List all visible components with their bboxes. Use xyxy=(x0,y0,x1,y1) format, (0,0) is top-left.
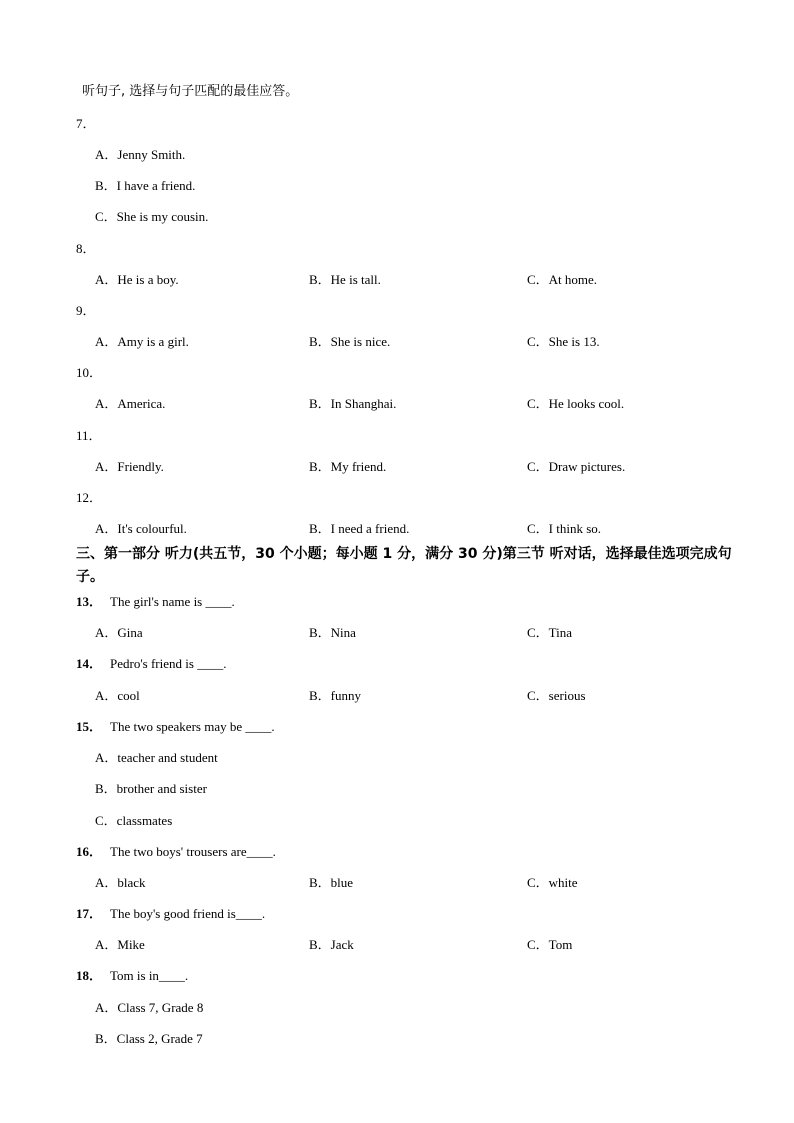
option-a[interactable]: A．Friendly. xyxy=(95,459,164,474)
option-b[interactable]: B．Jack xyxy=(309,937,354,952)
option-c[interactable]: C．I think so. xyxy=(527,521,602,536)
option-c[interactable]: C．He looks cool. xyxy=(527,396,625,411)
option-a[interactable]: A．Gina xyxy=(95,625,143,640)
question-text: The two speakers may be ____. xyxy=(110,719,275,734)
question xyxy=(76,968,188,984)
option-c[interactable]: C．She is 13. xyxy=(527,334,600,349)
question-number: 12． xyxy=(76,490,103,505)
option-a[interactable]: A．teacher and student xyxy=(95,750,218,765)
option-c[interactable]: C．serious xyxy=(527,688,586,703)
option-a[interactable]: A．Jenny Smith. xyxy=(95,147,186,162)
question-number: 18． xyxy=(76,968,103,983)
option-c[interactable]: C．Tom xyxy=(527,937,573,952)
option-a[interactable]: A．America. xyxy=(95,396,166,411)
question xyxy=(76,719,275,735)
option-c[interactable]: C．classmates xyxy=(95,813,173,828)
option-b[interactable]: B．funny xyxy=(309,688,362,703)
question-text: The two boys' trousers are____. xyxy=(110,844,276,859)
question xyxy=(76,844,276,860)
option-c[interactable]: C．At home. xyxy=(527,272,598,287)
question xyxy=(76,906,265,922)
question xyxy=(76,656,226,672)
question-number: 13． xyxy=(76,594,103,609)
question-text: The girl's name is ____. xyxy=(110,594,235,609)
option-b[interactable]: B．brother and sister xyxy=(95,781,207,796)
option-a[interactable]: A．Class 7, Grade 8 xyxy=(95,1000,204,1015)
question-number: 7． xyxy=(76,116,96,131)
question-number: 15． xyxy=(76,719,103,734)
option-b[interactable]: B．He is tall. xyxy=(309,272,381,287)
option-a[interactable]: A．It's colourful. xyxy=(95,521,187,536)
question-number: 11． xyxy=(76,428,102,443)
instruction-text: 听句子, 选择与句子匹配的最佳应答。 xyxy=(82,84,299,99)
question-text: The boy's good friend is____. xyxy=(110,906,266,921)
section-heading: 三、第一部分 听力(共五节，30 个小题；每小题 1 分，满分 30 分)第三节 听对话，选择最佳选项完成句子。 xyxy=(76,546,732,585)
question-text: Pedro's friend is ____. xyxy=(110,656,227,671)
question-number: 17． xyxy=(76,906,103,921)
question-number: 10． xyxy=(76,365,103,380)
question-text: Tom is in____. xyxy=(110,968,189,983)
question xyxy=(76,594,235,610)
option-a[interactable]: A．Mike xyxy=(95,937,145,952)
option-b[interactable]: B．In Shanghai. xyxy=(309,396,397,411)
option-b[interactable]: B．Class 2, Grade 7 xyxy=(95,1031,203,1046)
option-a[interactable]: A．Amy is a girl. xyxy=(95,334,189,349)
option-b[interactable]: B．blue xyxy=(309,875,354,890)
option-a[interactable]: A．black xyxy=(95,875,146,890)
option-a[interactable]: A．He is a boy. xyxy=(95,272,179,287)
question-number: 9． xyxy=(76,303,96,318)
option-c[interactable]: C．Draw pictures. xyxy=(527,459,626,474)
option-b[interactable]: B．She is nice. xyxy=(309,334,391,349)
question-number: 14． xyxy=(76,656,103,671)
question-number: 16． xyxy=(76,844,103,859)
option-c[interactable]: C．Tina xyxy=(527,625,573,640)
option-c[interactable]: C．white xyxy=(527,875,578,890)
option-b[interactable]: B．I need a friend. xyxy=(309,521,410,536)
option-c[interactable]: C．She is my cousin. xyxy=(95,209,209,224)
option-b[interactable]: B．My friend. xyxy=(309,459,387,474)
option-b[interactable]: B．I have a friend. xyxy=(95,178,196,193)
question-number: 8． xyxy=(76,241,96,256)
option-b[interactable]: B．Nina xyxy=(309,625,356,640)
option-a[interactable]: A．cool xyxy=(95,688,140,703)
